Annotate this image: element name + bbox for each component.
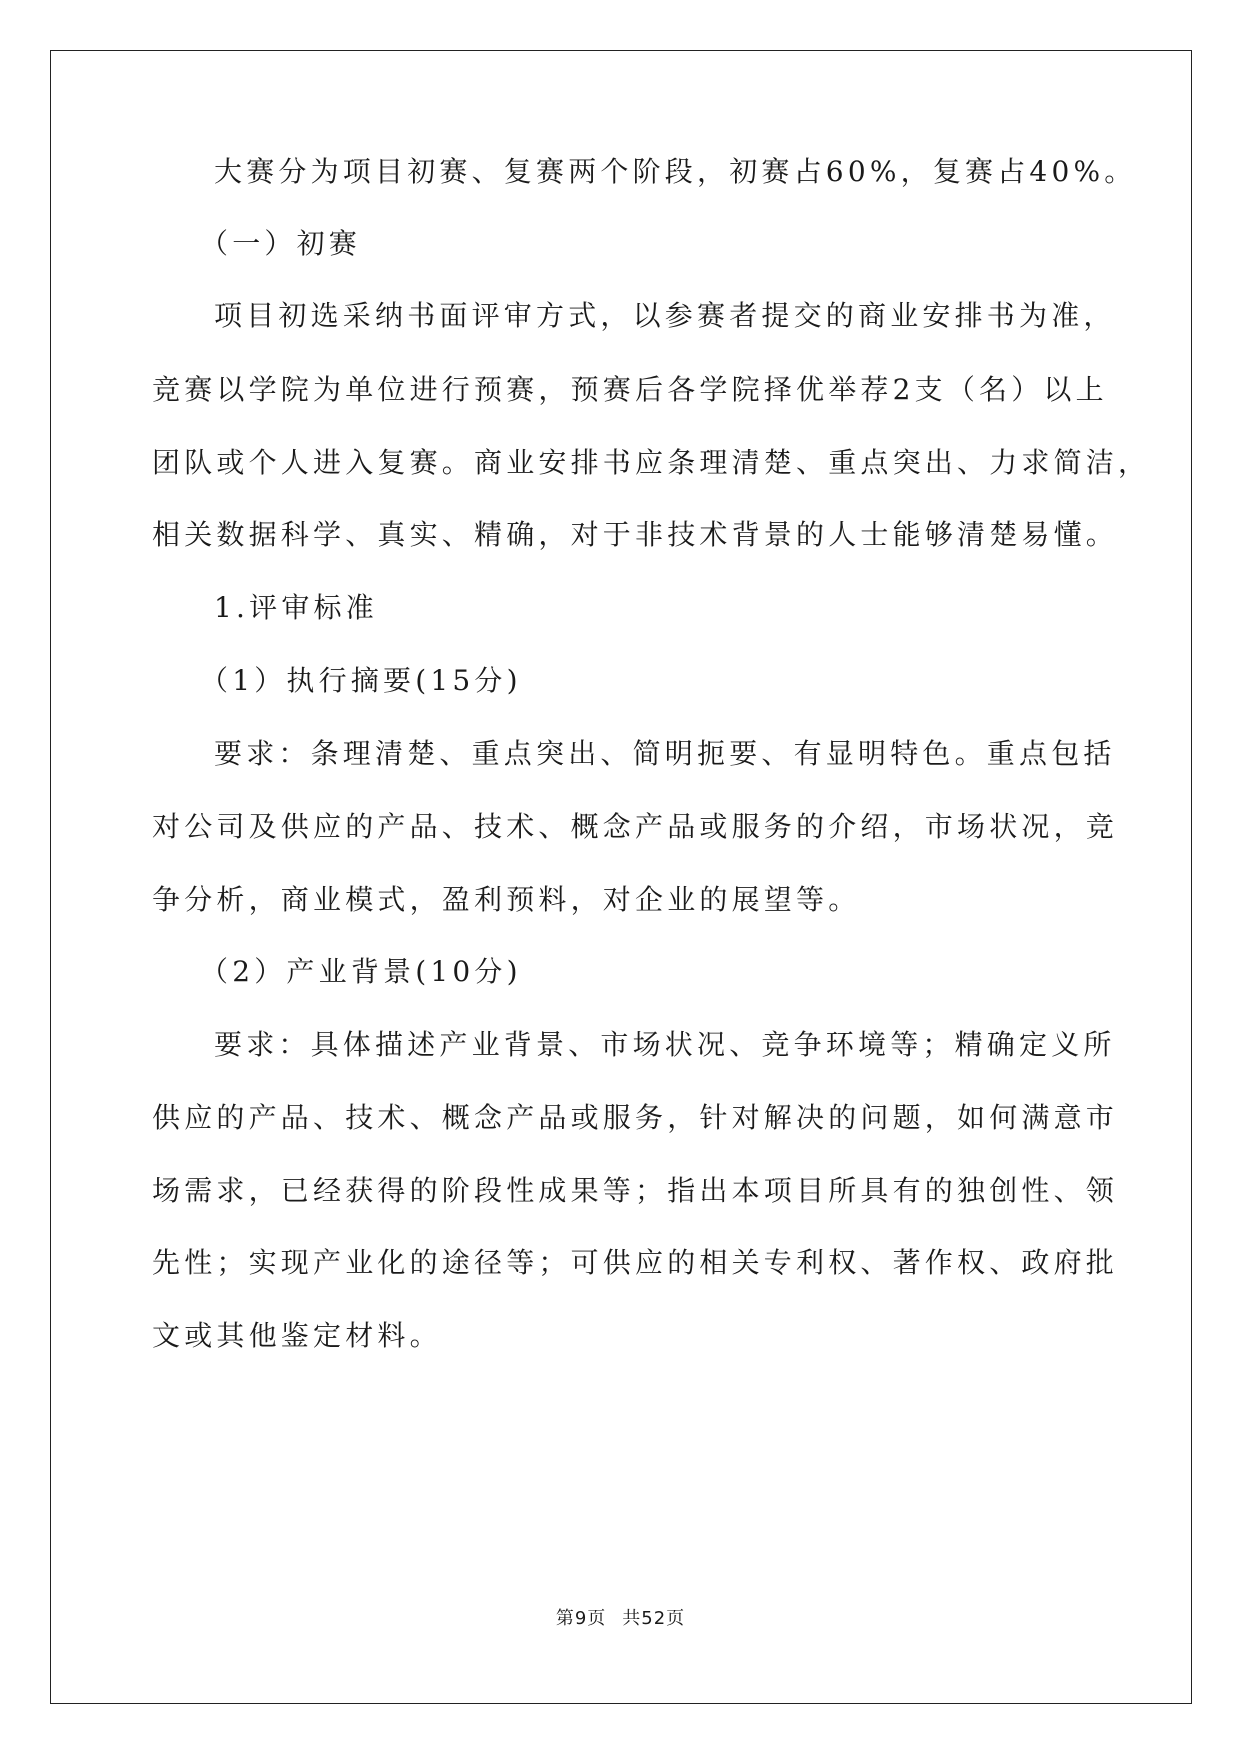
section-heading: （一）初赛 (200, 227, 362, 260)
criterion-heading: （1）执行摘要(15分) (200, 664, 522, 697)
paragraph-line: 项目初选采纳书面评审方式，以参赛者提交的商业安排书为准， (214, 299, 1116, 332)
paragraph-line: 对公司及供应的产品、技术、概念产品或服务的介绍，市场状况，竞 (152, 810, 1119, 843)
paragraph-line: 要求：条理清楚、重点突出、简明扼要、有显明特色。重点包括 (214, 737, 1116, 770)
page-footer (0, 1607, 1241, 1631)
paragraph-line: 大赛分为项目初赛、复赛两个阶段，初赛占60%，复赛占40%。 (214, 155, 1137, 188)
criterion-heading: （2）产业背景(10分) (200, 955, 522, 988)
total-label-prefix: 共 (622, 1608, 642, 1629)
subsection-heading: 1.评审标准 (214, 591, 378, 624)
page-number: 9 (574, 1608, 588, 1629)
paragraph-line: 团队或个人进入复赛。商业安排书应条理清楚、重点突出、力求简洁， (152, 446, 1151, 479)
paragraph-line: 相关数据科学、真实、精确，对于非技术背景的人士能够清楚易懂。 (152, 518, 1119, 551)
paragraph-line: 文或其他鉴定材料。 (152, 1319, 442, 1352)
total-label-suffix: 页 (666, 1608, 686, 1629)
page-label-suffix: 页 (587, 1608, 607, 1629)
paragraph-line: 先性；实现产业化的途径等；可供应的相关专利权、著作权、政府批 (152, 1246, 1119, 1279)
paragraph-line: 竞赛以学院为单位进行预赛，预赛后各学院择优举荐2支（名）以上 (152, 373, 1108, 406)
paragraph-line: 供应的产品、技术、概念产品或服务，针对解决的问题，如何满意市 (152, 1101, 1119, 1134)
paragraph-line: 场需求，已经获得的阶段性成果等；指出本项目所具有的独创性、领 (152, 1174, 1119, 1207)
paragraph-line: 争分析，商业模式，盈利预料，对企业的展望等。 (152, 883, 861, 916)
page-label-prefix: 第 (555, 1608, 575, 1629)
total-pages: 52 (641, 1608, 667, 1629)
paragraph-line: 要求：具体描述产业背景、市场状况、竞争环境等；精确定义所 (214, 1028, 1116, 1061)
